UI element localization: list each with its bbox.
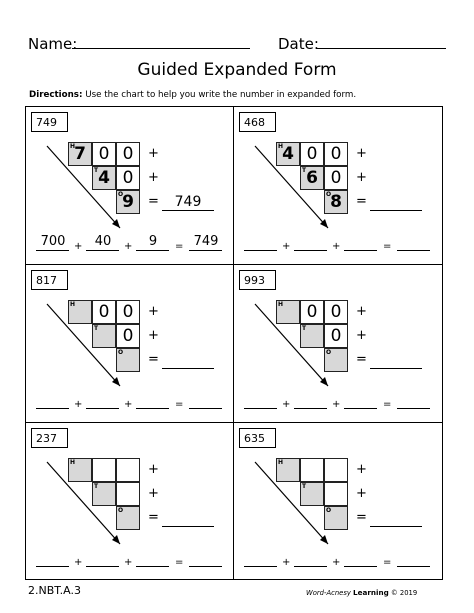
cell-digit: 0	[306, 302, 318, 322]
answer-line[interactable]	[370, 210, 422, 211]
expanded-blank[interactable]	[136, 408, 169, 409]
expanded-part: 40	[94, 234, 112, 249]
place-value-cell[interactable]	[324, 324, 348, 348]
place-tag: H	[278, 143, 284, 150]
cell-digit: 0	[122, 302, 134, 322]
brand-script: Word-Acnesy	[306, 589, 354, 597]
place-tag: T	[302, 483, 307, 490]
cell-digit: 9	[122, 192, 134, 212]
plus-sign: +	[74, 557, 83, 568]
plus-sign: +	[282, 399, 291, 410]
place-value-cell[interactable]	[68, 142, 92, 166]
cell-digit: 7	[74, 144, 86, 164]
target-number: 749	[31, 112, 68, 132]
plus-sign: +	[332, 399, 341, 410]
expanded-blank[interactable]	[136, 566, 169, 567]
expanded-blank[interactable]	[36, 250, 69, 251]
problem-panel	[234, 423, 443, 581]
place-tag: T	[302, 167, 307, 174]
plus-sign: +	[332, 557, 341, 568]
expanded-blank[interactable]	[294, 408, 327, 409]
plus-sign: +	[124, 241, 133, 252]
plus-sign: +	[356, 486, 367, 501]
plus-sign: +	[74, 399, 83, 410]
footer-brand	[306, 588, 417, 597]
place-tag: T	[302, 325, 307, 332]
plus-sign: +	[332, 241, 341, 252]
place-value-cell[interactable]	[276, 458, 300, 482]
place-tag: T	[94, 325, 99, 332]
standard-code: 2.NBT.A.3	[28, 584, 82, 597]
cell-digit: 0	[98, 144, 110, 164]
problem-panel	[234, 107, 443, 265]
place-tag: O	[326, 349, 332, 356]
expanded-blank[interactable]	[397, 408, 430, 409]
date-line[interactable]	[316, 48, 446, 49]
cell-digit: 0	[306, 144, 318, 164]
directions-text: Use the chart to help you write the number in expanded form.	[82, 90, 357, 100]
expanded-blank[interactable]	[244, 408, 277, 409]
place-tag: H	[70, 301, 76, 308]
place-tag: T	[94, 167, 99, 174]
plus-sign: +	[148, 462, 159, 477]
expanded-blank[interactable]	[294, 250, 327, 251]
place-value-cell[interactable]	[300, 482, 324, 506]
cell-digit: 6	[306, 168, 318, 188]
place-value-cell[interactable]	[324, 458, 348, 482]
expanded-blank[interactable]	[244, 566, 277, 567]
place-value-cell[interactable]	[116, 142, 140, 166]
equals-sign: =	[148, 352, 159, 367]
equals-sign: =	[356, 194, 367, 209]
cell-digit: 0	[330, 168, 342, 188]
plus-sign: +	[282, 557, 291, 568]
place-value-cell[interactable]	[300, 166, 324, 190]
problem-panel	[26, 423, 235, 581]
equals-sign: =	[383, 399, 392, 410]
expanded-blank[interactable]	[86, 566, 119, 567]
expanded-blank[interactable]	[344, 408, 377, 409]
place-value-cell[interactable]	[68, 300, 92, 324]
place-value-cell[interactable]	[92, 458, 116, 482]
place-value-cell[interactable]	[300, 142, 324, 166]
target-number: 237	[31, 428, 68, 448]
expanded-blank[interactable]	[244, 250, 277, 251]
cell-digit: 0	[122, 326, 134, 346]
answer-line[interactable]	[370, 368, 422, 369]
plus-sign: +	[148, 328, 159, 343]
cell-digit: 0	[330, 144, 342, 164]
expanded-blank[interactable]	[36, 566, 69, 567]
target-number: 993	[239, 270, 276, 290]
place-value-cell[interactable]	[324, 142, 348, 166]
plus-sign: +	[356, 170, 367, 185]
directions	[29, 90, 356, 100]
place-value-cell[interactable]	[116, 300, 140, 324]
name-label: Name:	[28, 35, 78, 53]
place-value-cell[interactable]	[324, 482, 348, 506]
place-value-cell[interactable]	[276, 300, 300, 324]
copyright: © 2019	[388, 589, 418, 597]
expanded-blank[interactable]	[189, 566, 222, 567]
place-value-cell[interactable]	[92, 324, 116, 348]
place-value-cell[interactable]	[324, 300, 348, 324]
place-value-cell[interactable]	[324, 506, 348, 530]
equals-sign: =	[175, 557, 184, 568]
expanded-part: 700	[40, 234, 66, 249]
answer-line[interactable]	[162, 368, 214, 369]
plus-sign: +	[148, 304, 159, 319]
expanded-blank[interactable]	[344, 250, 377, 251]
place-value-cell[interactable]	[116, 348, 140, 372]
place-value-cell[interactable]	[300, 300, 324, 324]
plus-sign: +	[282, 241, 291, 252]
place-value-cell[interactable]	[324, 166, 348, 190]
cell-digit: 4	[282, 144, 294, 164]
answer-line[interactable]	[162, 526, 214, 527]
equals-sign: =	[175, 399, 184, 410]
place-value-cell[interactable]	[116, 482, 140, 506]
problem-panel	[234, 265, 443, 423]
expanded-blank[interactable]	[397, 250, 430, 251]
plus-sign: +	[148, 486, 159, 501]
plus-sign: +	[148, 170, 159, 185]
plus-sign: +	[356, 146, 367, 161]
place-tag: H	[70, 143, 76, 150]
place-value-cell[interactable]	[300, 324, 324, 348]
equals-sign: =	[356, 510, 367, 525]
plus-sign: +	[124, 399, 133, 410]
expanded-blank[interactable]	[86, 408, 119, 409]
place-value-cell[interactable]	[92, 482, 116, 506]
expanded-blank[interactable]	[86, 250, 119, 251]
plus-sign: +	[124, 557, 133, 568]
problem-panel	[26, 107, 235, 265]
cell-digit: 4	[98, 168, 110, 188]
cell-digit: 0	[122, 144, 134, 164]
place-tag: O	[118, 507, 124, 514]
place-tag: H	[278, 301, 284, 308]
date-label: Date:	[278, 35, 319, 53]
expanded-blank[interactable]	[136, 250, 169, 251]
expanded-blank[interactable]	[344, 566, 377, 567]
brand-learning: Learning	[353, 588, 389, 597]
name-line[interactable]	[72, 48, 250, 49]
place-value-cell[interactable]	[116, 458, 140, 482]
answer-line[interactable]	[162, 210, 214, 211]
place-tag: O	[118, 349, 124, 356]
cell-digit: 0	[122, 168, 134, 188]
place-value-cell[interactable]	[300, 458, 324, 482]
plus-sign: +	[356, 304, 367, 319]
expanded-blank[interactable]	[397, 566, 430, 567]
page-title: Guided Expanded Form	[137, 60, 337, 80]
problem-panel	[26, 265, 235, 423]
expanded-part: 9	[148, 234, 158, 249]
place-tag: T	[94, 483, 99, 490]
equals-sign: =	[175, 241, 184, 252]
place-value-cell[interactable]	[68, 458, 92, 482]
plus-sign: +	[148, 146, 159, 161]
place-value-cell[interactable]	[324, 190, 348, 214]
equals-sign: =	[383, 241, 392, 252]
equals-sign: =	[356, 352, 367, 367]
directions-label: Directions:	[29, 90, 83, 100]
place-value-cell[interactable]	[92, 300, 116, 324]
place-value-cell[interactable]	[116, 506, 140, 530]
place-value-cell[interactable]	[324, 348, 348, 372]
place-value-cell[interactable]	[116, 166, 140, 190]
place-value-cell[interactable]	[276, 142, 300, 166]
plus-sign: +	[74, 241, 83, 252]
plus-sign: +	[356, 328, 367, 343]
equals-sign: =	[148, 510, 159, 525]
place-tag: O	[118, 191, 124, 198]
place-value-cell[interactable]	[92, 142, 116, 166]
place-tag: O	[326, 191, 332, 198]
answer-value: 749	[174, 194, 202, 210]
cell-digit: 0	[330, 302, 342, 322]
place-tag: H	[70, 459, 76, 466]
cell-digit: 8	[330, 192, 342, 212]
plus-sign: +	[356, 462, 367, 477]
cell-digit: 0	[330, 326, 342, 346]
place-value-cell[interactable]	[116, 324, 140, 348]
expanded-blank[interactable]	[189, 408, 222, 409]
cell-digit: 0	[98, 302, 110, 322]
place-value-cell[interactable]	[116, 190, 140, 214]
equals-sign: =	[383, 557, 392, 568]
target-number: 635	[239, 428, 276, 448]
place-tag: O	[326, 507, 332, 514]
equals-sign: =	[148, 194, 159, 209]
place-tag: H	[278, 459, 284, 466]
expanded-blank[interactable]	[189, 250, 222, 251]
target-number: 468	[239, 112, 276, 132]
expanded-blank[interactable]	[36, 408, 69, 409]
expanded-part: 749	[193, 234, 219, 249]
expanded-blank[interactable]	[294, 566, 327, 567]
place-value-cell[interactable]	[92, 166, 116, 190]
target-number: 817	[31, 270, 68, 290]
answer-line[interactable]	[370, 526, 422, 527]
